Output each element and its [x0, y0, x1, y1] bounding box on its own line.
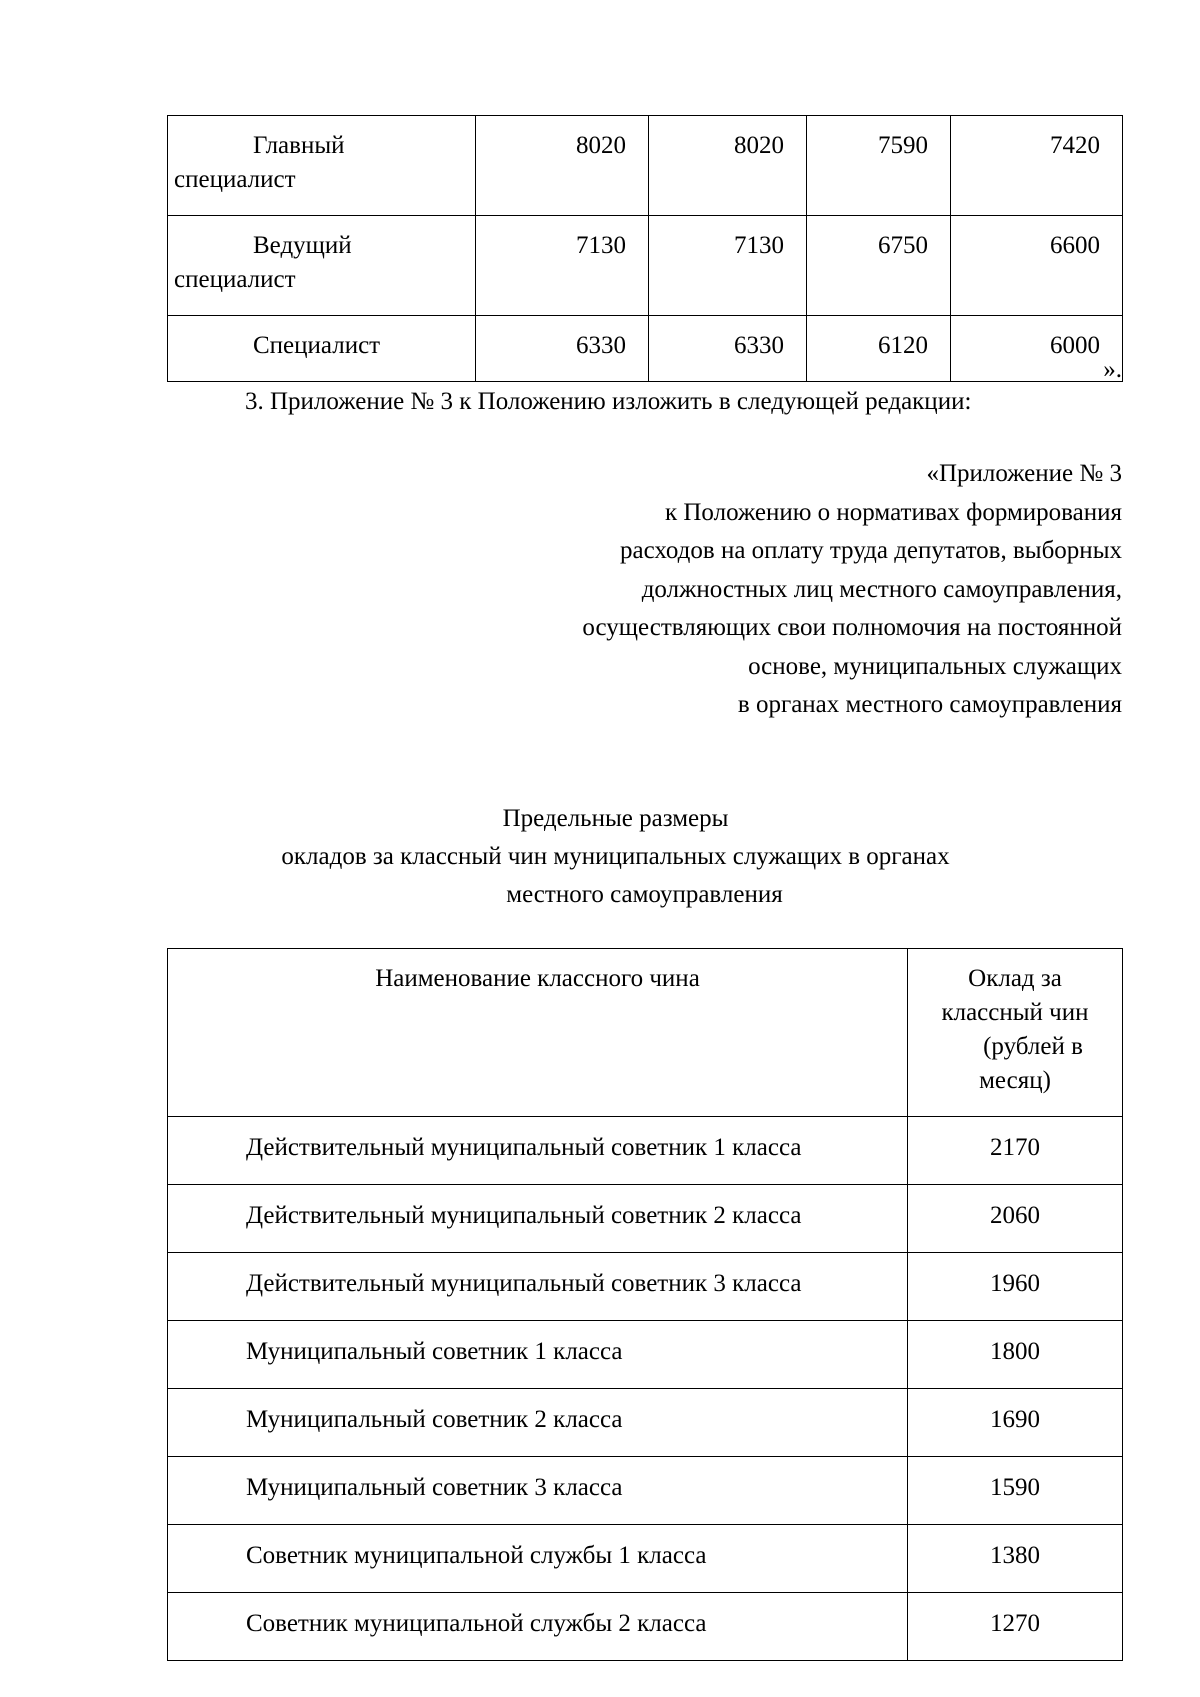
- rank-salary-cell: 1800: [908, 1321, 1123, 1389]
- rank-salary-cell: 2170: [908, 1117, 1123, 1185]
- table-row: [168, 1185, 1123, 1253]
- table-row: [168, 1253, 1123, 1321]
- header-line: (рублей в: [983, 1033, 1083, 1060]
- header-line: месяц): [979, 1067, 1051, 1094]
- appendix-header: [582, 455, 1122, 725]
- table-row: [168, 1457, 1123, 1525]
- salary-cell: 6750: [807, 216, 951, 316]
- salary-cell: 8020: [649, 116, 807, 216]
- table-header-row: [168, 949, 1123, 1117]
- position-cell: [168, 216, 476, 316]
- table-caption: [167, 800, 1122, 914]
- salary-cell: 6600: [951, 216, 1123, 316]
- appendix-line: осуществляющих свои полномочия на постоянной: [582, 614, 1122, 641]
- position-cell: [168, 316, 476, 382]
- table-row: [168, 1321, 1123, 1389]
- appendix-line: расходов на оплату труда депутатов, выборных: [619, 537, 1122, 564]
- class-rank-table: [167, 948, 1123, 1661]
- rank-name-cell: Действительный муниципальный советник 3 класса: [168, 1253, 908, 1321]
- header-line: классный чин: [941, 999, 1089, 1026]
- table-row: [168, 1593, 1123, 1661]
- table-row: [168, 1389, 1123, 1457]
- appendix-line: к Положению о нормативах формирования: [664, 498, 1122, 526]
- position-line: специалист: [174, 266, 296, 293]
- position-line: Главный: [253, 132, 345, 159]
- rank-name-cell: Муниципальный советник 2 класса: [168, 1389, 908, 1457]
- rank-name-cell: Муниципальный советник 3 класса: [168, 1457, 908, 1525]
- salary-cell: 7130: [476, 216, 649, 316]
- salary-cell: 7590: [807, 116, 951, 216]
- rank-salary-cell: 1590: [908, 1457, 1123, 1525]
- paragraph-item-3: 3. Приложение № 3 к Положению изложить в следующей редакции:: [245, 388, 972, 415]
- position-line: Специалист: [253, 332, 381, 359]
- salary-cell: 8020: [476, 116, 649, 216]
- column-header-salary: [908, 949, 1123, 1117]
- rank-name-cell: Действительный муниципальный советник 1 класса: [168, 1117, 908, 1185]
- salary-cell: 6330: [649, 316, 807, 382]
- rank-salary-cell: 1270: [908, 1593, 1123, 1661]
- table-row: [168, 1525, 1123, 1593]
- salary-cell: 6120: [807, 316, 951, 382]
- table-row: [168, 216, 1123, 316]
- appendix-line: «Приложение № 3: [926, 460, 1122, 487]
- appendix-line: основе, муниципальных служащих: [748, 652, 1122, 680]
- salary-table: [167, 115, 1123, 382]
- rank-name-cell: Муниципальный советник 1 класса: [168, 1321, 908, 1389]
- rank-name-cell: Советник муниципальной службы 1 класса: [168, 1525, 908, 1593]
- caption-line: местного самоуправления: [506, 881, 783, 908]
- rank-name-cell: Советник муниципальной службы 2 класса: [168, 1593, 908, 1661]
- appendix-line: должностных лиц местного самоуправления,: [641, 575, 1122, 603]
- column-header-name: Наименование классного чина: [168, 949, 908, 1117]
- position-cell: [168, 116, 476, 216]
- header-line: Оклад за: [968, 965, 1062, 992]
- position-line: специалист: [174, 166, 296, 193]
- table-row: [168, 116, 1123, 216]
- rank-salary-cell: 1690: [908, 1389, 1123, 1457]
- salary-cell: 7130: [649, 216, 807, 316]
- appendix-line: в органах местного самоуправления: [737, 691, 1122, 718]
- caption-line: окладов за классный чин муниципальных служащих в органах: [281, 843, 950, 870]
- salary-cell: 6000: [951, 316, 1123, 382]
- rank-salary-cell: 1960: [908, 1253, 1123, 1321]
- rank-name-cell: Действительный муниципальный советник 2 класса: [168, 1185, 908, 1253]
- table-row: [168, 1117, 1123, 1185]
- rank-salary-cell: 2060: [908, 1185, 1123, 1253]
- salary-cell: 7420: [951, 116, 1123, 216]
- rank-salary-cell: 1380: [908, 1525, 1123, 1593]
- table-row: [168, 316, 1123, 382]
- closing-quote-mark: ».: [1103, 356, 1122, 383]
- position-line: Ведущий: [253, 232, 352, 259]
- caption-line: Предельные размеры: [502, 805, 729, 832]
- salary-cell: 6330: [476, 316, 649, 382]
